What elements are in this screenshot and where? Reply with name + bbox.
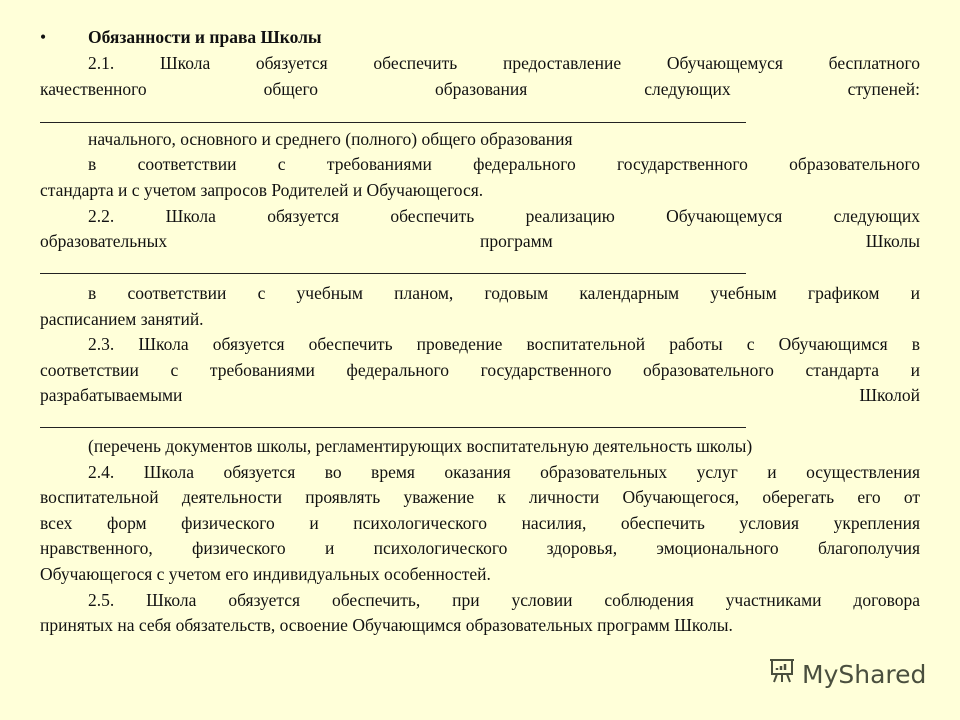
text-line: принятых на себя обязательств, освоение Обучающимся образовательных программ Школы. — [40, 615, 733, 635]
blank-underline — [40, 273, 746, 274]
text-line: в соответствии с учебным планом, годовым календарным учебным графиком и — [88, 283, 920, 303]
text-line: качественного общего образования следующих ступеней: — [40, 79, 920, 99]
text-line: воспитательной деятельности проявлять уважение к личности Обучающегося, оберегать его от — [40, 487, 920, 507]
text-line: в соответствии с требованиями федерального государственного образовательного — [88, 154, 920, 174]
text-line: 2.3. Школа обязуется обеспечить проведение воспитательной работы с Обучающимся в — [88, 334, 920, 354]
watermark-text: MyShared — [802, 659, 927, 689]
text-line: расписанием занятий. — [40, 309, 204, 329]
text-line: образовательных программ Школы — [40, 231, 920, 251]
text-line: нравственного, физического и психологического здоровья, эмоционального благополучия — [40, 538, 920, 558]
myshared-watermark — [768, 656, 926, 692]
blank-underline — [40, 427, 746, 428]
section-title: Обязанности и права Школы — [88, 27, 322, 47]
text-line: стандарта и с учетом запросов Родителей и Обучающегося. — [40, 180, 484, 200]
text-line: Обучающегося с учетом его индивидуальных особенностей. — [40, 564, 491, 584]
text-line: разрабатываемыми Школой — [40, 385, 920, 405]
text-line: начального, основного и среднего (полного) общего образования — [88, 129, 573, 149]
text-line: 2.1. Школа обязуется обеспечить предоставление Обучающемуся бесплатного — [88, 53, 920, 73]
blank-underline — [40, 122, 746, 123]
text-line: 2.5. Школа обязуется обеспечить, при условии соблюдения участниками договора — [88, 590, 920, 610]
text-line: 2.2. Школа обязуется обеспечить реализацию Обучающемуся следующих — [88, 206, 920, 226]
text-line: всех форм физического и психологического насилия, обеспечить условия укрепления — [40, 513, 920, 533]
text-line: (перечень документов школы, регламентирующих воспитательную деятельность школы) — [88, 436, 753, 456]
text-line: соответствии с требованиями федерального государственного образовательного стандарта и — [40, 360, 920, 380]
text-line: 2.4. Школа обязуется во время оказания образовательных услуг и осуществления — [88, 462, 920, 482]
presentation-board-icon — [768, 656, 796, 692]
bullet: • — [40, 27, 47, 47]
